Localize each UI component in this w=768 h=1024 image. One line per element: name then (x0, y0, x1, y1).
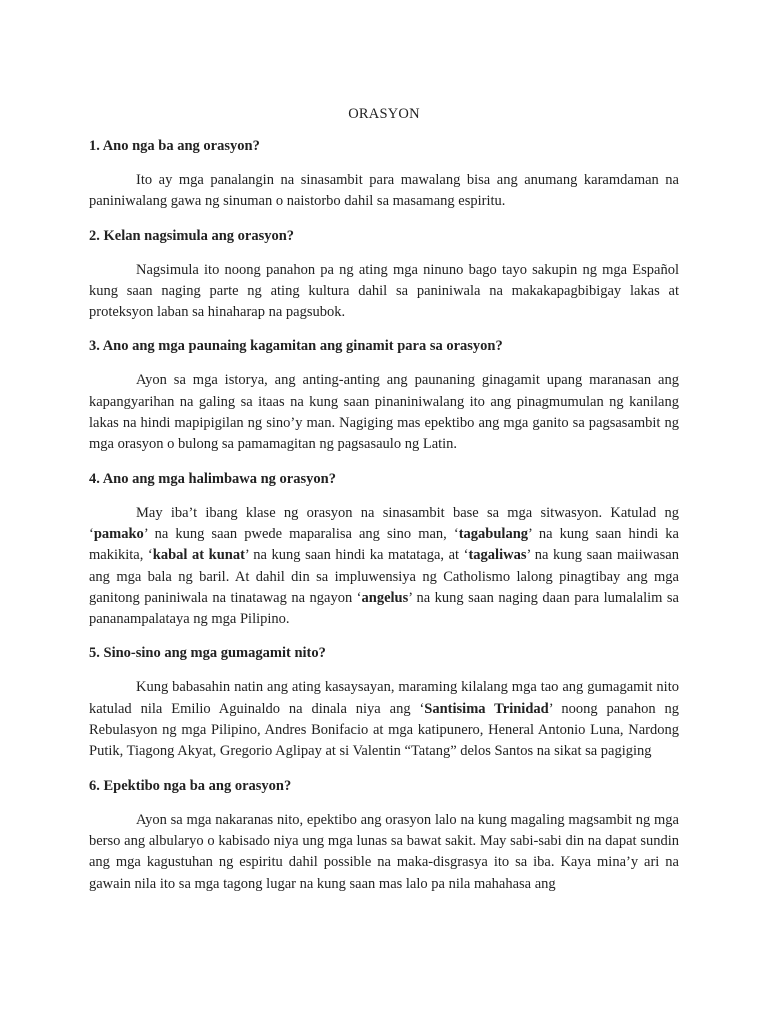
answer-paragraph (89, 260, 679, 324)
answer-paragraph (89, 677, 679, 762)
answer-paragraph (89, 170, 679, 213)
answer-paragraph (89, 370, 679, 455)
question-heading: 5. Sino-sino ang mga gumagamit nito? (89, 645, 326, 662)
answer-paragraph (89, 810, 679, 895)
text-segment: May iba’t ibang klase ng orasyon na sinasambit base sa mga sitwasyon. Katulad ng ‘ (89, 504, 679, 542)
text-segment: ’ na kung saan hindi ka matataga, at ‘ (244, 547, 469, 564)
question-heading: 1. Ano nga ba ang orasyon? (89, 138, 260, 154)
bold-term: angelus (361, 589, 409, 606)
text-segment: Kung babasahin natin ang ating kasaysayan, maraming kilalang mga tao ang gumagamit nito katulad nila Emilio Aguinaldo na dinala niya ang ‘ (89, 679, 679, 717)
bold-term: tagabulang (458, 525, 529, 542)
document-page (89, 106, 679, 910)
bold-term: Santisima Trinidad (424, 700, 549, 717)
text-segment: ’ na kung saan hindi ka makikita, ‘ (89, 525, 679, 564)
question-heading: 6. Epektibo nga ba ang orasyon? (89, 777, 292, 794)
question-heading: 4. Ano ang mga halimbawa ng orasyon? (89, 470, 336, 487)
question-heading: 2. Kelan nagsimula ang orasyon? (89, 227, 295, 244)
bold-term: pamako (93, 525, 144, 542)
text-segment: Ito ay mga panalangin na sinasambit para mawalang bisa ang anumang karamdaman na paniniwalang gawa ng sinuman o naistorbo dahil sa masamang espiritu. (89, 172, 679, 210)
text-segment: ’ na kung saan naging daan para lumalalim sa pananampalataya ng mga Pilipino. (89, 589, 679, 628)
bold-term: tagaliwas (468, 547, 527, 564)
document-title: ORASYON (348, 106, 420, 122)
text-segment: ’ na kung saan pwede maparalisa ang sino man, ‘ (143, 525, 459, 542)
sections-container (89, 138, 679, 895)
text-segment: ’ na kung saan maiiwasan ang mga bala ng baril. At dahil din sa impluwensiya ng Catholismo lalong pinagtibay ang mga ganitong paniniwala na tinatawag na ngayon ‘ (89, 547, 679, 606)
text-segment: Ayon sa mga nakaranas nito, epektibo ang orasyon lalo na kung magaling magsambit ng mga berso ang albularyo o kabisado niya ung mga lunas sa bawat sakit. May sabi-sabi din na dapat sundin ang mga kagustuhan ng espiritu dahil possible na maka-disgrasya ito sa iba. Kaya mina’y ari na gawain nila ito sa mga tagong lugar na kung saan mas lalo pa nila mahahasa ang (89, 811, 679, 892)
bold-term: kabal at kunat (152, 547, 245, 564)
text-segment: ’ noong panahon ng Rebulasyon ng mga Pilipino, Andres Bonifacio at mga katipunero, Heneral Antonio Luna, Nardong Putik, Tiagong Akyat, Gregorio Aglipay at si Valentin “Tatang” delos Santos na sikat sa pagiging (89, 700, 680, 760)
text-segment: Nagsimula ito noong panahon pa ng ating mga ninuno bago tayo sakupin ng mga Español kung saan naging parte ng ating kultura dahil sa paniniwala na makakapagbibigay lakas at proteksyon laban sa hinaharap na pagsubok. (89, 261, 679, 321)
text-segment: Ayon sa mga istorya, ang anting-anting ang paunaning ginagamit upang maranasan ang kapangyarihan na galing sa itaas na kung saan pinaniniwalang ito ang pinagmumulan ng kanilang lakas na hindi mapipigilan ng sino’y man. Nagiging mas epektibo ang mga ganito sa pagsasambit ng mga orasyon o bulong sa pamamagitan ng pagsasaulo ng Latin. (89, 372, 679, 453)
answer-paragraph (89, 503, 679, 631)
question-heading: 3. Ano ang mga paunaing kagamitan ang ginamit para sa orasyon? (89, 338, 503, 355)
